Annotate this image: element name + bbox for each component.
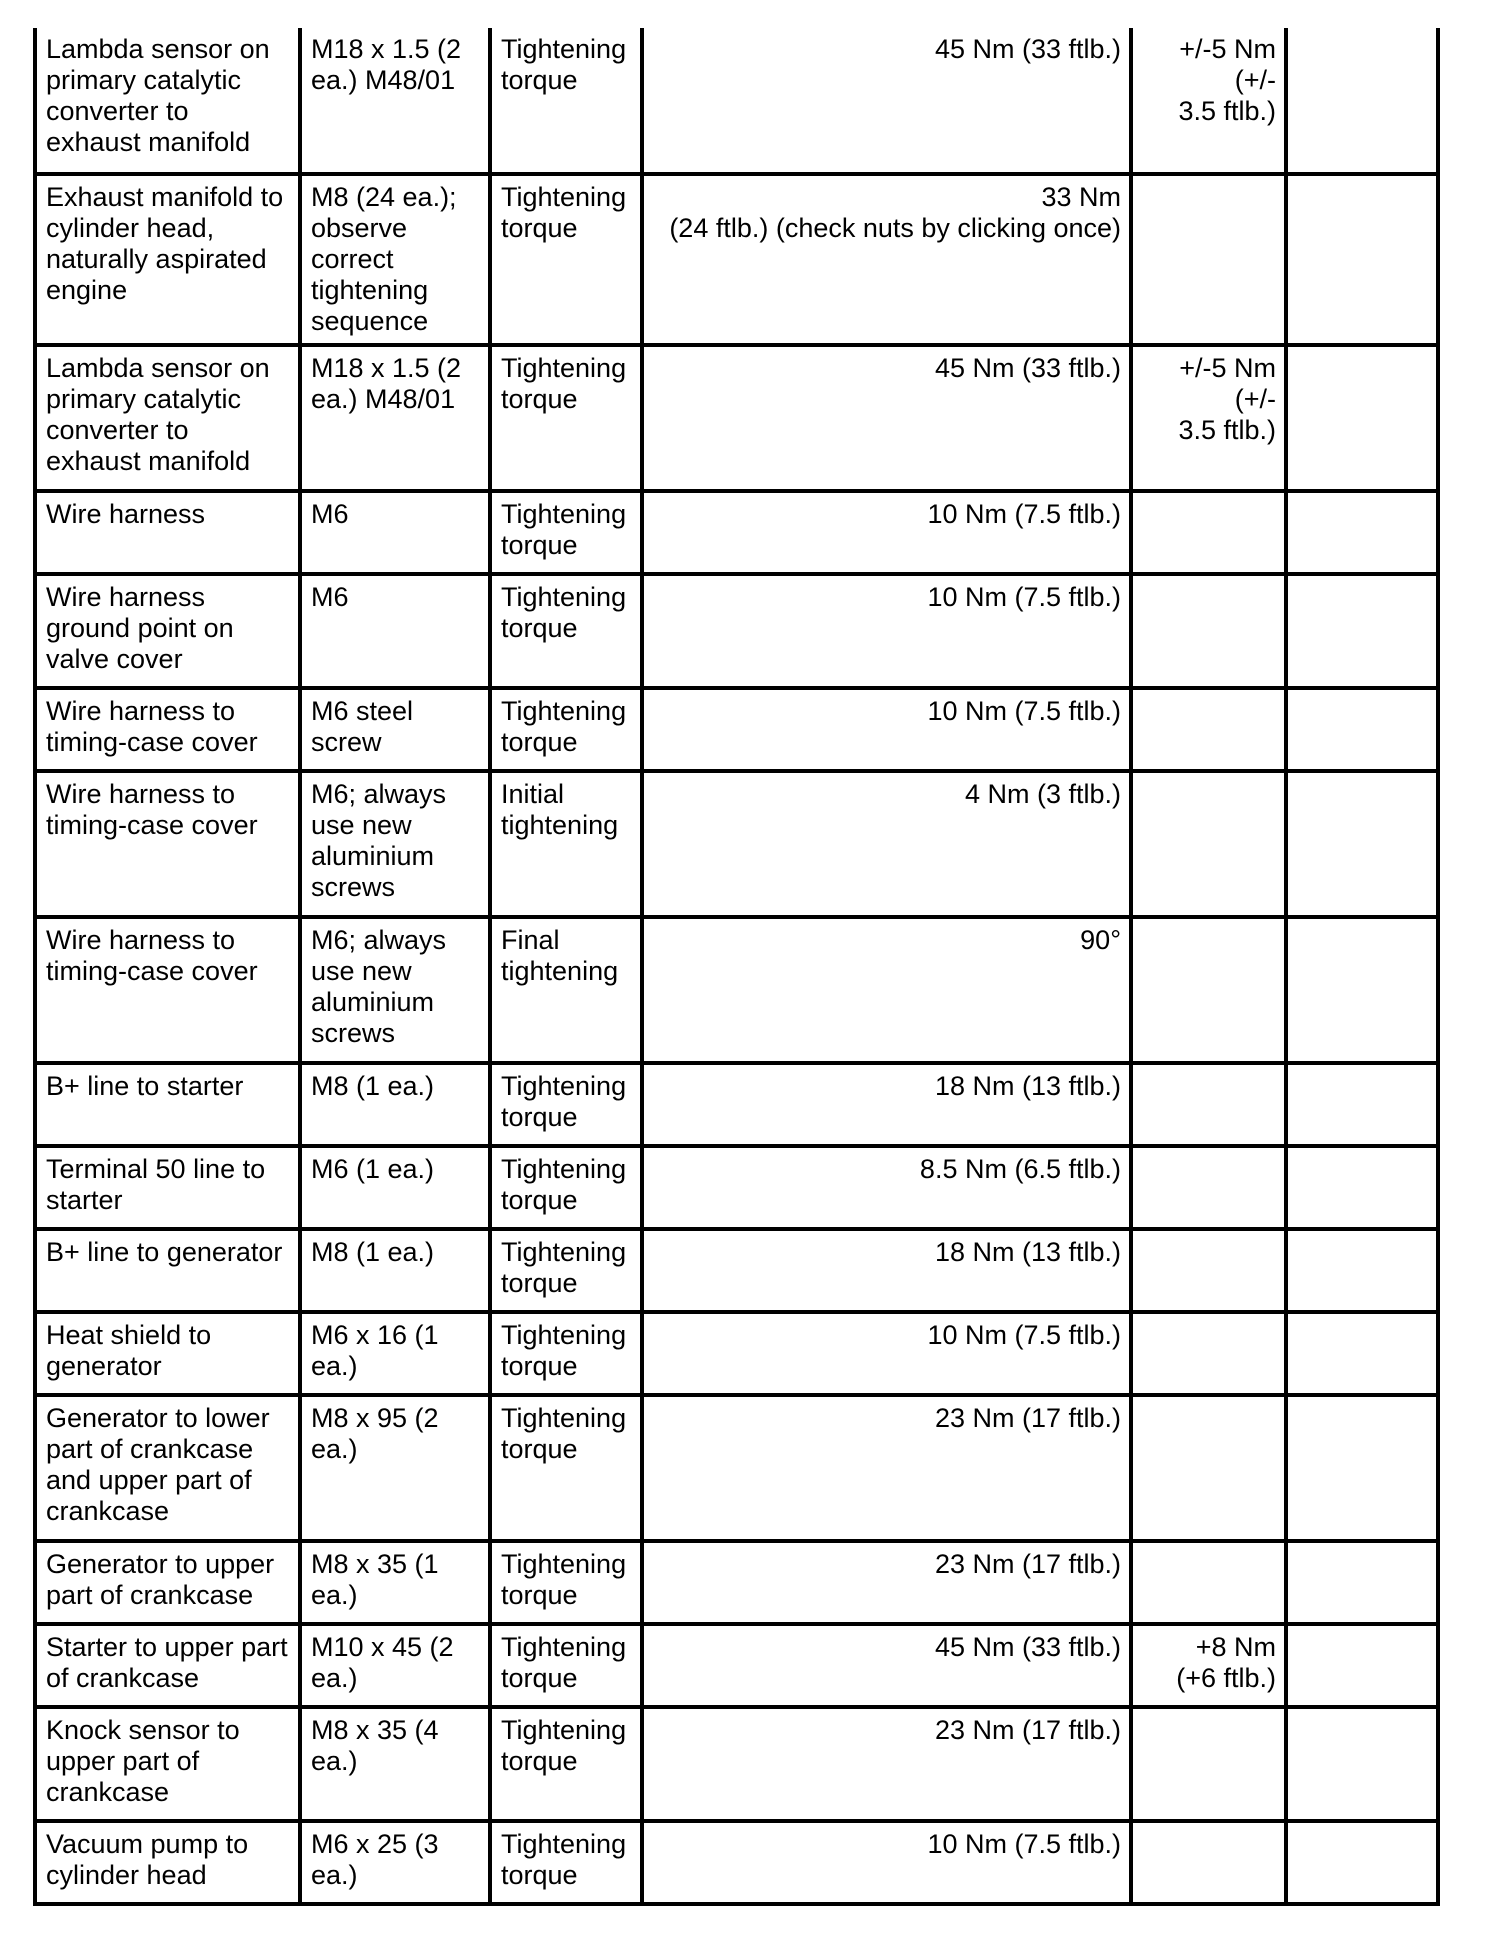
table-row: [35, 688, 1438, 771]
operation-cell: Tightening torque: [490, 1312, 642, 1395]
torque-spec-table: [33, 28, 1440, 1906]
table-row: [35, 1821, 1438, 1904]
tolerance-cell: [1131, 688, 1286, 771]
component-cell: Lambda sensor on primary catalytic converter to exhaust manifold: [35, 28, 300, 174]
component-cell: Vacuum pump to cylinder head: [35, 1821, 300, 1904]
component-cell: Generator to lower part of crankcase and upper part of crankcase: [35, 1395, 300, 1541]
fastener-cell: M8 (1 ea.): [300, 1063, 490, 1146]
operation-cell: Tightening torque: [490, 345, 642, 491]
operation-cell: Tightening torque: [490, 1821, 642, 1904]
notes-cell: [1286, 1146, 1438, 1229]
component-cell: Terminal 50 line to starter: [35, 1146, 300, 1229]
fastener-cell: M6 x 16 (1 ea.): [300, 1312, 490, 1395]
fastener-cell: M6: [300, 491, 490, 574]
torque-value-cell: 45 Nm (33 ftlb.): [642, 28, 1131, 174]
fastener-cell: M6 x 25 (3 ea.): [300, 1821, 490, 1904]
operation-cell: Tightening torque: [490, 1624, 642, 1707]
tolerance-cell: [1131, 1229, 1286, 1312]
fastener-cell: M8 (1 ea.): [300, 1229, 490, 1312]
operation-cell: Tightening torque: [490, 174, 642, 345]
component-cell: Wire harness ground point on valve cover: [35, 574, 300, 688]
table-row: [35, 574, 1438, 688]
fastener-cell: M18 x 1.5 (2 ea.) M48/01: [300, 28, 490, 174]
table-row: [35, 917, 1438, 1063]
operation-cell: Tightening torque: [490, 1395, 642, 1541]
table-row: [35, 1707, 1438, 1821]
torque-value-cell: 10 Nm (7.5 ftlb.): [642, 491, 1131, 574]
tolerance-cell: [1131, 1707, 1286, 1821]
tolerance-cell: [1131, 1312, 1286, 1395]
torque-value-cell: 8.5 Nm (6.5 ftlb.): [642, 1146, 1131, 1229]
tolerance-cell: [1131, 1395, 1286, 1541]
fastener-cell: M18 x 1.5 (2 ea.) M48/01: [300, 345, 490, 491]
component-cell: Heat shield to generator: [35, 1312, 300, 1395]
notes-cell: [1286, 1624, 1438, 1707]
operation-cell: Tightening torque: [490, 1707, 642, 1821]
operation-cell: Tightening torque: [490, 1063, 642, 1146]
operation-cell: Tightening torque: [490, 1146, 642, 1229]
operation-cell: Tightening torque: [490, 1229, 642, 1312]
torque-value-cell: 90°: [642, 917, 1131, 1063]
component-cell: Wire harness to timing-case cover: [35, 771, 300, 917]
notes-cell: [1286, 1229, 1438, 1312]
tolerance-cell: [1131, 1541, 1286, 1624]
component-cell: B+ line to starter: [35, 1063, 300, 1146]
tolerance-cell: [1131, 917, 1286, 1063]
tolerance-cell: [1131, 1146, 1286, 1229]
torque-value-cell: 10 Nm (7.5 ftlb.): [642, 1312, 1131, 1395]
fastener-cell: M8 x 95 (2 ea.): [300, 1395, 490, 1541]
table-row: [35, 1624, 1438, 1707]
torque-value-cell: 10 Nm (7.5 ftlb.): [642, 688, 1131, 771]
operation-cell: Tightening torque: [490, 574, 642, 688]
table-row: [35, 174, 1438, 345]
torque-value-cell: 23 Nm (17 ftlb.): [642, 1707, 1131, 1821]
notes-cell: [1286, 345, 1438, 491]
tolerance-cell: +/-5 Nm (+/- 3.5 ftlb.): [1131, 345, 1286, 491]
tolerance-cell: [1131, 1821, 1286, 1904]
operation-cell: Initial tightening: [490, 771, 642, 917]
torque-value-cell: 18 Nm (13 ftlb.): [642, 1229, 1131, 1312]
fastener-cell: M10 x 45 (2 ea.): [300, 1624, 490, 1707]
tolerance-cell: [1131, 1063, 1286, 1146]
fastener-cell: M6 (1 ea.): [300, 1146, 490, 1229]
table-row: [35, 1541, 1438, 1624]
component-cell: B+ line to generator: [35, 1229, 300, 1312]
notes-cell: [1286, 771, 1438, 917]
component-cell: Knock sensor to upper part of crankcase: [35, 1707, 300, 1821]
notes-cell: [1286, 1395, 1438, 1541]
fastener-cell: M6; always use new aluminium screws: [300, 917, 490, 1063]
fastener-cell: M8 x 35 (1 ea.): [300, 1541, 490, 1624]
table-row: [35, 1312, 1438, 1395]
table-row: [35, 1395, 1438, 1541]
component-cell: Starter to upper part of crankcase: [35, 1624, 300, 1707]
tolerance-cell: [1131, 574, 1286, 688]
torque-value-cell: 23 Nm (17 ftlb.): [642, 1395, 1131, 1541]
torque-value-cell: 23 Nm (17 ftlb.): [642, 1541, 1131, 1624]
notes-cell: [1286, 1063, 1438, 1146]
table-row: [35, 28, 1438, 174]
tolerance-cell: [1131, 491, 1286, 574]
notes-cell: [1286, 1312, 1438, 1395]
operation-cell: Final tightening: [490, 917, 642, 1063]
tolerance-cell: [1131, 771, 1286, 917]
operation-cell: Tightening torque: [490, 28, 642, 174]
fastener-cell: M8 x 35 (4 ea.): [300, 1707, 490, 1821]
component-cell: Exhaust manifold to cylinder head, naturally aspirated engine: [35, 174, 300, 345]
tolerance-cell: [1131, 174, 1286, 345]
fastener-cell: M6 steel screw: [300, 688, 490, 771]
notes-cell: [1286, 1821, 1438, 1904]
torque-value-cell: 45 Nm (33 ftlb.): [642, 345, 1131, 491]
component-cell: Lambda sensor on primary catalytic converter to exhaust manifold: [35, 345, 300, 491]
table-row: [35, 1063, 1438, 1146]
table-body: [35, 28, 1438, 1904]
notes-cell: [1286, 28, 1438, 174]
notes-cell: [1286, 688, 1438, 771]
table-row: [35, 345, 1438, 491]
fastener-cell: M6; always use new aluminium screws: [300, 771, 490, 917]
table-row: [35, 1146, 1438, 1229]
component-cell: Wire harness to timing-case cover: [35, 688, 300, 771]
component-cell: Generator to upper part of crankcase: [35, 1541, 300, 1624]
torque-value-cell: 10 Nm (7.5 ftlb.): [642, 1821, 1131, 1904]
torque-value-cell: 45 Nm (33 ftlb.): [642, 1624, 1131, 1707]
torque-value-cell: 18 Nm (13 ftlb.): [642, 1063, 1131, 1146]
notes-cell: [1286, 574, 1438, 688]
fastener-cell: M6: [300, 574, 490, 688]
tolerance-cell: +8 Nm (+6 ftlb.): [1131, 1624, 1286, 1707]
notes-cell: [1286, 491, 1438, 574]
table-row: [35, 1229, 1438, 1312]
operation-cell: Tightening torque: [490, 491, 642, 574]
notes-cell: [1286, 917, 1438, 1063]
operation-cell: Tightening torque: [490, 1541, 642, 1624]
table-row: [35, 771, 1438, 917]
torque-value-cell: 4 Nm (3 ftlb.): [642, 771, 1131, 917]
notes-cell: [1286, 174, 1438, 345]
fastener-cell: M8 (24 ea.); observe correct tightening sequence: [300, 174, 490, 345]
operation-cell: Tightening torque: [490, 688, 642, 771]
component-cell: Wire harness to timing-case cover: [35, 917, 300, 1063]
notes-cell: [1286, 1707, 1438, 1821]
component-cell: Wire harness: [35, 491, 300, 574]
tolerance-cell: +/-5 Nm (+/- 3.5 ftlb.): [1131, 28, 1286, 174]
torque-value-cell: 33 Nm (24 ftlb.) (check nuts by clicking once): [642, 174, 1131, 345]
notes-cell: [1286, 1541, 1438, 1624]
torque-value-cell: 10 Nm (7.5 ftlb.): [642, 574, 1131, 688]
table-row: [35, 491, 1438, 574]
